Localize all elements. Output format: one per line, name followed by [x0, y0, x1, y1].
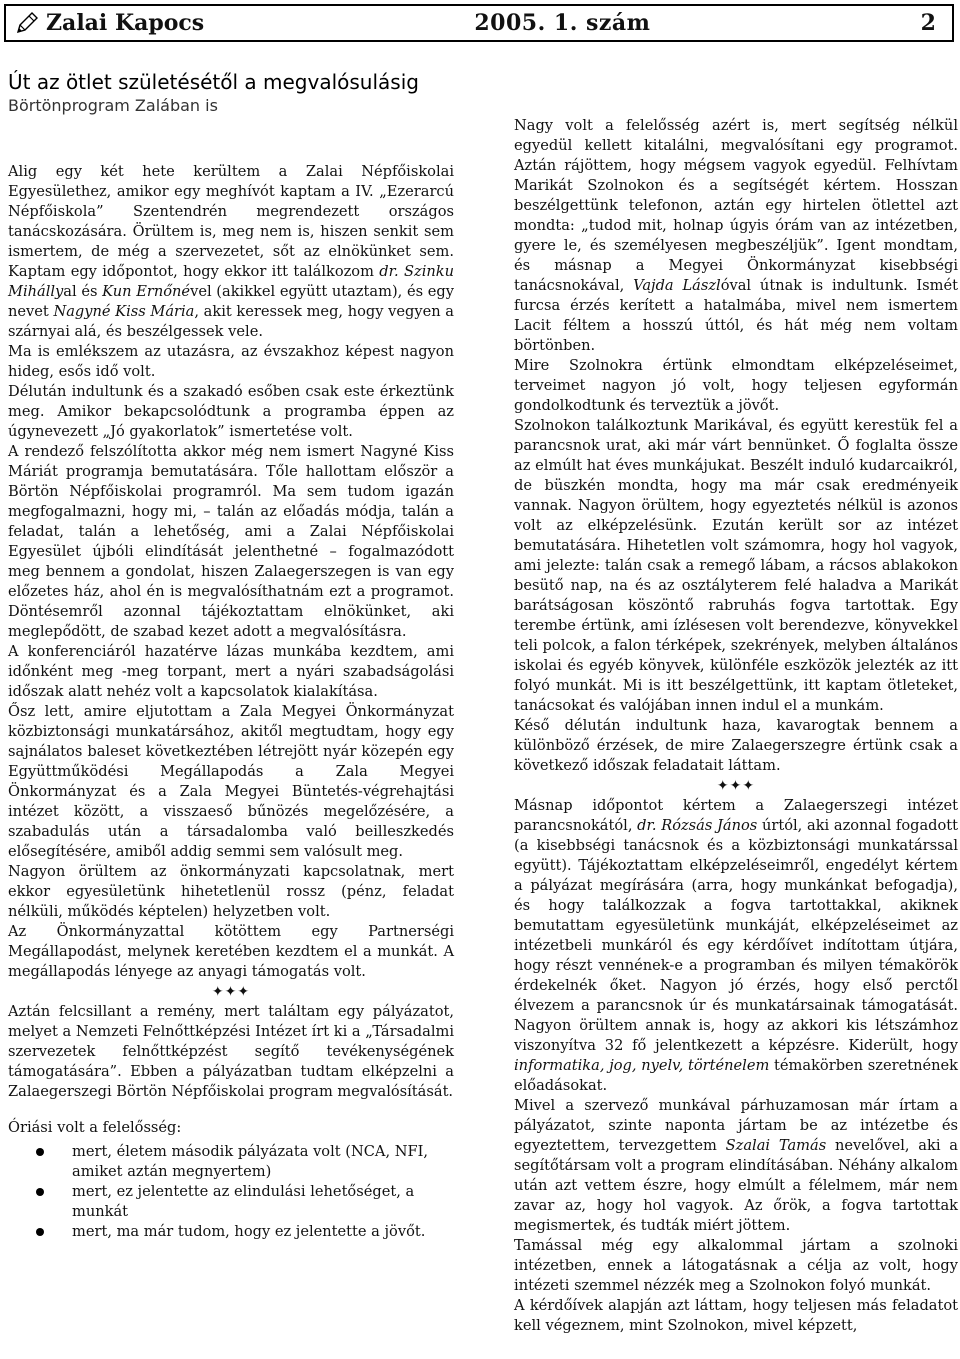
left-column [8, 162, 454, 1242]
paragraph: Tamással még egy alkalommal jártam a szolnoki intézetben, ennek a látogatásnak a célja az volt, hogy intézeti szemmel nézzék meg a Szolnokon folyó munkát. [514, 1237, 958, 1294]
article-subtitle: Börtönprogram Zalában is [8, 96, 218, 115]
paragraph: Alig egy két hete kerültem a Zalai Népfőiskolai Egyesülethez, amikor egy meghívót kaptam a IV. „Ezerarcú Népfőiskola” Szentendrén megrendezett országos tanácskozására. Örültem is, meg nem is, hiszen senkit sem ismertem, de még a szervezetet, sőt az elnökünket sem. Kaptam egy időpontot, hogy ekkor itt találkozom dr. Szinku Mihállyal és Kun Ernőnével (akikkel együtt utaztam), és egy nevet Nagyné Kiss Mária, akit keressek meg, hogy vegyen a szárnyai alá, és beszélgessek vele. [8, 163, 455, 340]
paragraph: Mivel a szervező munkával párhuzamosan már írtam a pályázatot, szinte naponta jártam be az intézetbe és egyeztettem, tervezgettem Szalai Tamás nevelővel, aki a segítőtársam volt a program elindításában. Néhány alkalom után azt vettem észre, hogy elmúlt a félelmem, már nem zavar az, hogy hol vagyok. Az őrök, a fogva tartottak megismertek, és tudták miért jöttem. [514, 1097, 958, 1234]
paragraph: A rendező felszólította akkor még nem ismert Nagyné Kiss Máriát programja bemutatására. Tőle hallottam először a Börtön Népfőiskolai programról. Ma sem tudom igazán megfogalmazni, hogy mi, – talán az előadás módja, talán a feladat, talán a lehetőség, ami a Zalai Népfőiskolai Egyesület újbóli elindítását jelenthetné – fogalmazódott meg bennem a gondolat, hiszen Zalaegerszegen is van egy előzetes ház, ahol én is megvalósíthatnám ezt a programot. Döntésemről azonnal tájékoztattam elnökünket, aki meglepődött, de szabad kezet adott a megvalósításra. [8, 443, 454, 640]
paragraph: Az Önkormányzattal kötöttem egy Partnerségi Megállapodást, melynek keretében kezdtem el a munkát. A megállapodás lényege az anyagi támogatás volt. [8, 923, 454, 980]
list-item: mert, életem második pályázata volt (NCA, NFI, amiket aztán megnyertem) [8, 1142, 454, 1182]
article-title: Út az ötlet születésétől a megvalósulásig [8, 70, 419, 94]
paragraph: Szolnokon találkoztunk Marikával, és együtt kerestük fel a parancsnok urat, aki már várt bennünket. Ő foglalta össze az elmúlt hat éves munkájukat. Beszélt induló kudarcaikról, de büszkén mondta, hogy ma már csak eredményeik vannak. Nagyon örültem, hogy egyeztetés nélkül is azonos volt az elképzelésünk. Ezután került sor az intézet bemutatására. Hihetetlen volt számomra, hogy hol vagyok, ami jelezte: talán csak a remegő lábam, a rácsos ablakokon besütő nap, na és az osztályterem felé haladva a Marikát barátságosan köszöntő rabruhás fogva tartottak. Egy terembe értünk, ami ízlésesen volt berendezve, könyvekkel teli polcok, a falon térképek, szekrények, melyben általános iskolai és egyéb könyvek, különféle eszközök jelezték az itt folyó munkát. Mi is itt beszélgettünk, itt kaptam ötleteket, tanácsokat és valójában innen indul el a munkám. [514, 417, 958, 714]
paragraph: Mire Szolnokra értünk elmondtam elképzeléseimet, terveimet nagyon jó volt, hogy teljesen egyformán gondolkodtunk és terveztük a jövőt. [514, 357, 958, 414]
paragraph: Óriási volt a felelősség: [8, 1119, 182, 1136]
right-column [514, 116, 958, 1336]
paragraph: A konferenciáról hazatérve lázas munkába kezdtem, ami időnként meg -meg torpant, mert a nyári szabadságolási időszak alatt nehéz volt a kapcsolatok kialakítása. [8, 643, 454, 700]
paragraph: Késő délután indultunk haza, kavarogtak bennem a különböző érzések, de mire Zalaegerszegre értünk csak a következő időszak feladatait láttam. [514, 717, 958, 774]
paragraph: Nagy volt a felelősség azért is, mert segítség nélkül egyedül kellett kitalálni, megvalósítani egy programot. Aztán rájöttem, hogy mégsem vagyok egyedül. Felhívtam Marikát Szolnokon és a segítségét kértem. Hosszan beszélgettünk telefonon, aztán egy hirtelen ötlettel azt mondta: „tudod mit, holnap úgyis órám van az intézetben, gyere le, és személyesen megbeszéljük”. Igent mondtam, és másnap a Megyei Önkormányzat kisebbségi tanácsnokával, Vajda Lászlóval útnak is indultunk. Ismét furcsa érzés kerített a hatalmába, mivel nem ismertem Lacit féltem a hosszú úttól, és hát még nem voltam börtönben. [514, 117, 959, 354]
pencil-icon [14, 10, 40, 36]
paragraph: Ősz lett, amire eljutottam a Zala Megyei Önkormányzat közbiztonsági munkatársához, akitől megtudtam, hogy egy sajnálatos baleset következtében létrejött nyár közepén egy Együttműködési Megállapodás a Zala Megyei Önkormányzat és a Zala Megyei Büntetés-végrehajtási intézet között, a visszaeső bűnözés megelőzésére, a szabadulás után a társadalomba való beilleszkedés elősegítésére, amiből addig semmi sem valósult meg. [8, 703, 454, 860]
publication-name: Zalai Kapocs [46, 10, 205, 36]
section-separator: ✦✦✦ [716, 778, 756, 794]
paragraph: Ma is emlékszem az utazásra, az évszakhoz képest nagyon hideg, esős idő volt. [8, 343, 454, 380]
list-item: mert, ez jelentette az elindulási lehetőséget, a munkát [8, 1182, 454, 1222]
section-separator: ✦✦✦ [211, 984, 251, 1000]
spacer [8, 1102, 454, 1118]
paragraph: Délután indultunk és a szakadó esőben csak este érkeztünk meg. Amikor bekapcsolódtunk a programba éppen az úgynevezett „Jó gyakorlatok” ismertetése volt. [8, 383, 454, 440]
header-left [14, 10, 204, 36]
page-number: 2 [920, 10, 936, 36]
paragraph: Nagyon örültem az önkormányzati kapcsolatnak, mert ekkor egyesületünk hihetetlenül rossz (pénz, feladat nélküli, működés képtelen) helyzetben volt. [8, 863, 454, 920]
paragraph: Másnap időpontot kértem a Zalaegerszegi intézet parancsnokától, dr. Rózsás János úrtól, aki azonnal fogadott (a kisebbségi tanácsnok és a közbiztonsági munkatárssal együtt). Tájékoztattam elképzeléseimről, engedélyt kértem a pályázat megírására (arra, hogy munkánkat befogadja), és hogy találkozzak a fogva tartottakkal, akiknek bemutattam egyesületünk munkáját, elképzeléseimet az intézetbeli munkáról és egy kérdőívet indítottam útjára, hogy részt vennének-e a programban és milyen témakörök érdekelnék őket. Nagyon jó érzés, hogy első perctől élvezem a parancsnok úr és munkatársainak támogatását. Nagyon örültem annak is, hogy az akkori kis létszámhoz viszonyítva 32 fő jelentkezett a képzésre. Kiderült, hogy informatika, jog, nyelv, történelem témakörben szeretnének előadásokat. [514, 797, 959, 1094]
bullet-list [8, 1142, 454, 1242]
paragraph: Aztán felcsillant a remény, mert találtam egy pályázatot, melyet a Nemzeti Felnőttképzési Intézet írt ki a „Társadalmi szervezetek felnőttképzést segítő tevékenységének támogatására”. Ebben a pályázatban tudtam elképzelni a Zalaegerszegi Börtön Népfőiskolai program megvalósítását. [8, 1003, 454, 1100]
paragraph: A kérdőívek alapján azt láttam, hogy teljesen más feladatot kell végeznem, mint Szolnokon, mivel képzett, [514, 1297, 958, 1334]
page-header [4, 4, 954, 42]
list-item: mert, ma már tudom, hogy ez jelentette a jövőt. [8, 1222, 454, 1242]
issue-number: 2005. 1. szám [474, 10, 651, 36]
